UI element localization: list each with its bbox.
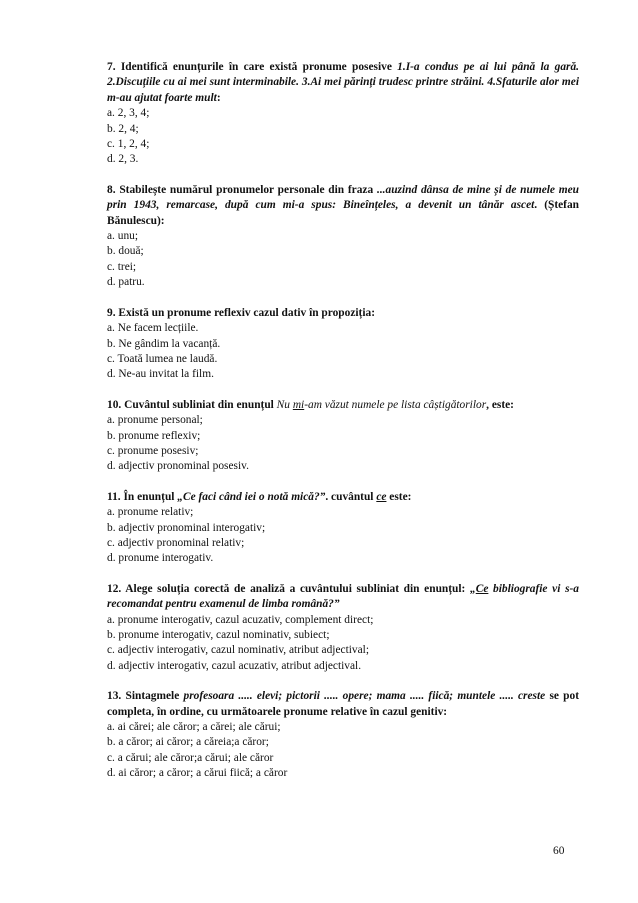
question-block bbox=[107, 582, 579, 674]
question-stem bbox=[107, 183, 579, 229]
answer-option: d. adjectiv pronominal posesiv. bbox=[107, 460, 249, 473]
question-block bbox=[107, 490, 579, 567]
question-block bbox=[107, 306, 579, 383]
question-text-segment: ...auzind dânsa de mine și de numele meu prin 1943, remarcase, după cum mi-a spus: Bineînțeles, a devenit un tânăr ascet bbox=[107, 183, 580, 212]
answer-option: a. unu; bbox=[107, 230, 139, 243]
question-text-segment: , este: bbox=[486, 398, 514, 411]
answer-option: a. 2, 3, 4; bbox=[107, 107, 150, 120]
answer-option: a. Ne facem lecțiile. bbox=[107, 322, 199, 335]
answer-option: a. pronume personal; bbox=[107, 414, 203, 427]
question-text-segment: Identifică enunțurile în care există pronume posesive bbox=[120, 61, 398, 73]
question-text-segment: Sintagmele bbox=[125, 690, 184, 703]
answer-option: b. 2, 4; bbox=[107, 122, 139, 135]
question-number: 13. bbox=[107, 690, 126, 703]
question-number: 12. bbox=[107, 582, 126, 595]
answer-option: c. a cărui; ale căror;a cărui; ale căror bbox=[107, 751, 274, 764]
question-text-segment: : bbox=[216, 91, 221, 104]
question-stem bbox=[107, 60, 579, 106]
answer-option: d. 2, 3. bbox=[107, 153, 139, 166]
question-text-segment: Stabilește numărul pronumelor personale din fraza bbox=[119, 183, 377, 196]
question-text-segment: este: bbox=[386, 490, 412, 503]
question-text-segment: „Ce faci când iei o notă mică?” bbox=[177, 490, 326, 503]
question-text-segment: mi bbox=[292, 398, 305, 411]
question-stem bbox=[107, 689, 579, 720]
question-text-segment: . (Ștefan Bănulescu): bbox=[107, 199, 579, 227]
answer-option: b. pronume interogativ, cazul nominativ, subiect; bbox=[107, 629, 330, 641]
question-stem bbox=[107, 306, 579, 321]
question-number: 10. bbox=[107, 398, 125, 411]
question-text-segment: Alege soluția corectă de analiză a cuvântului subliniat din enunțul: bbox=[125, 582, 471, 595]
answer-option: b. adjectiv pronominal interogativ; bbox=[107, 521, 266, 534]
answer-option: d. ai căror; a căror; a cărui fiică; a căror bbox=[107, 767, 288, 780]
question-text-segment: se pot completa, în ordine, cu următoarele pronume relative în cazul genitiv: bbox=[107, 690, 579, 718]
question-number: 9. bbox=[107, 306, 119, 319]
question-text-segment: Ce bbox=[475, 582, 489, 595]
question-text-segment: În enunțul bbox=[123, 490, 178, 503]
answer-option: c. Toată lumea ne laudă. bbox=[107, 352, 218, 365]
question-text-segment: profesoara ..... elevi; pictorii ..... opere; mama ..... fiică; muntele ..... creste bbox=[183, 690, 546, 703]
question-block bbox=[107, 60, 579, 168]
question-block bbox=[107, 398, 579, 475]
question-text-segment: . cuvântul bbox=[325, 490, 377, 503]
answer-option: d. adjectiv interogativ, cazul acuzativ, atribut adjectival. bbox=[107, 659, 362, 672]
answer-option: c. adjectiv interogativ, cazul nominativ, atribut adjectival; bbox=[107, 644, 369, 657]
answer-option: c. adjectiv pronominal relativ; bbox=[107, 536, 245, 549]
page-number: 60 bbox=[553, 845, 565, 857]
answer-option: a. ai cărei; ale căror; a cărei; ale cărui; bbox=[107, 721, 281, 734]
question-number: 7. bbox=[107, 61, 121, 73]
answer-option: a. pronume interogativ, cazul acuzativ, complement direct; bbox=[107, 613, 374, 626]
question-list bbox=[107, 60, 579, 797]
answer-option: d. patru. bbox=[107, 276, 145, 289]
question-block bbox=[107, 689, 579, 781]
question-block bbox=[107, 183, 579, 291]
question-text-segment: Nu bbox=[276, 398, 293, 411]
answer-option: d. Ne-au invitat la film. bbox=[107, 368, 214, 381]
question-text-segment: -am văzut numele pe lista câștigătorilor bbox=[304, 398, 487, 411]
answer-option: c. pronume posesiv; bbox=[107, 444, 199, 457]
question-text-segment: 1.I-a condus pe ai lui până la gară. 2.Discuțiile cu ai mei sunt interminabile. 3.Ai mei părinți trudesc printre străini. 4.Sfaturile alor mei m-au ajutat foarte mult bbox=[107, 61, 580, 104]
question-text-segment: „ bbox=[470, 582, 476, 595]
answer-option: b. Ne gândim la vacanță. bbox=[107, 337, 221, 350]
question-text-segment: bibliografie vi s-a recomandat pentru examenul de limba română?” bbox=[107, 582, 579, 611]
question-text-segment: Cuvântul subliniat din enunțul bbox=[124, 398, 277, 411]
answer-option: c. 1, 2, 4; bbox=[107, 138, 150, 151]
answer-option: b. a căror; ai căror; a căreia;a căror; bbox=[107, 736, 269, 749]
question-text-segment: Există un pronume reflexiv cazul dativ în propoziția: bbox=[118, 306, 376, 319]
question-text-segment: ce bbox=[376, 490, 387, 503]
question-stem bbox=[107, 582, 579, 613]
answer-option: b. două; bbox=[107, 245, 144, 258]
answer-option: d. pronume interogativ. bbox=[107, 552, 214, 565]
question-number: 8. bbox=[107, 183, 120, 196]
answer-option: c. trei; bbox=[107, 260, 137, 273]
question-stem bbox=[107, 490, 579, 505]
question-number: 11. bbox=[107, 490, 124, 503]
answer-option: a. pronume relativ; bbox=[107, 506, 194, 519]
question-stem bbox=[107, 398, 579, 413]
answer-option: b. pronume reflexiv; bbox=[107, 429, 201, 442]
